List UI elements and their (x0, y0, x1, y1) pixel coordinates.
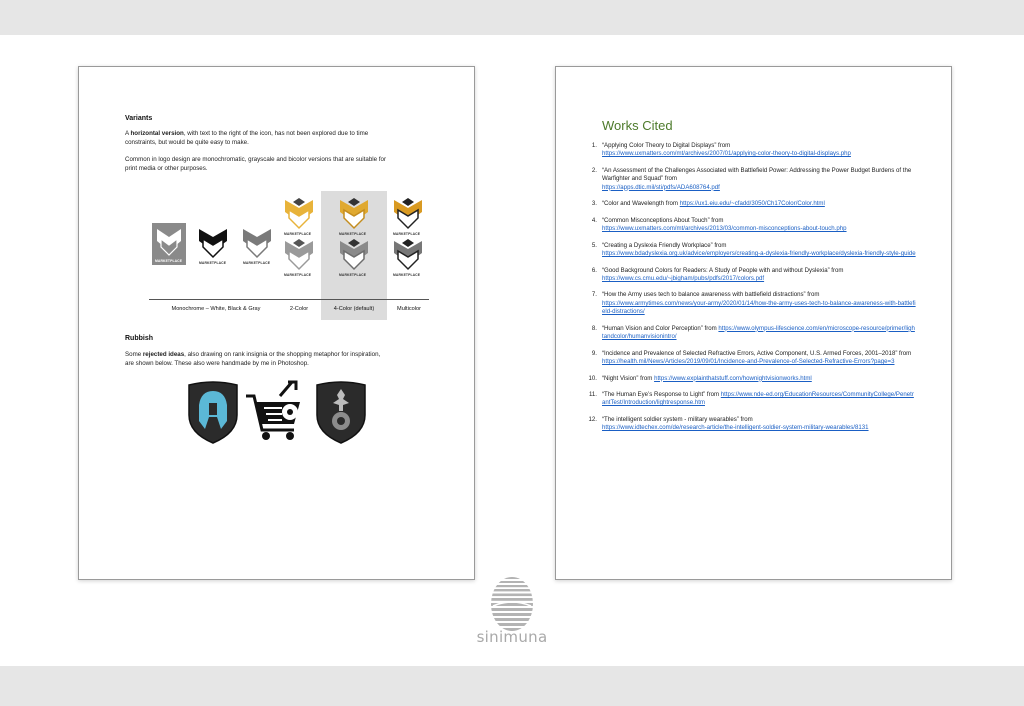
citation-item: 9. “Incidence and Prevalence of Selected Refractive Errors, Active Component, U.S. Armed Forces, 2001–2018” from https://health.mil/News/Articles/2019/09/01/Incidence-and-Prevalence-of-Selected-Refractive-Errors?page=3 (591, 349, 912, 366)
document-page-right (555, 66, 952, 580)
caption-multicolor: Multicolor (397, 306, 421, 312)
document-page-left (78, 66, 475, 580)
citation-link[interactable]: https://www.uxmatters.com/mt/archives/2007/01/applying-color-theory-to-digital-displays.php (602, 150, 851, 158)
bottom-band (0, 666, 1024, 706)
spartan-helmet-shield-icon (187, 381, 239, 445)
citation-link[interactable]: https://www.bdadyslexia.org.uk/advice/employers/creating-a-dyslexia-friendly-workplace/dyslexia-friendly-style-guide (602, 250, 916, 258)
citation-item: 12. “The intelligent soldier system - military wearables” from https://www.idtechex.com/de/research-article/the-intelligent-soldier-system-military-wearables/8131 (588, 415, 869, 432)
shopping-cart-gear-icon (244, 378, 304, 444)
works-cited-title: Works Cited (602, 118, 673, 133)
citation-item: 7. “How the Army uses tech to balance awareness with battlefield distractions” from https://www.armytimes.com/news/your-army/2020/01/14/how-the-army-uses-tech-to-balance-awareness-with-battlefield-distractions/ (591, 291, 916, 316)
citation-link[interactable]: https://www.idtechex.com/de/research-article/the-intelligent-soldier-system-military-wearables/8131 (602, 424, 869, 432)
top-band (0, 0, 1024, 35)
caption-4color: 4-Color (default) (333, 306, 375, 312)
logo-monochrome-gray-icon (241, 225, 273, 259)
logo-wordmark-4color-gray: MARKETPLACE (339, 273, 367, 277)
citation-link[interactable]: https://www.nde-ed.org/EducationResources/CommunityCollege/PenetrantTest/Introduction/lightresponse.htm (602, 391, 914, 407)
logo-monochrome-black-icon (197, 225, 229, 259)
logo-wordmark-multicolor-gold: MARKETPLACE (393, 232, 421, 236)
citation-item: 6. “Good Background Colors for Readers: A Study of People with and without Dyslexia” from https://www.cs.cmu.edu/~jbigham/pubs/pdfs/2017/colors.pdf (591, 266, 844, 282)
logo-wordmark-2color-gold: MARKETPLACE (284, 232, 312, 236)
citation-link[interactable]: https://www.uxmatters.com/mt/archives/2013/03/common-misconceptions-about-touch.php (602, 225, 847, 233)
logo-2color-gray-icon (283, 237, 315, 271)
logo-2color-gold-icon (283, 196, 315, 230)
caption-2color: 2-Color (289, 306, 309, 312)
sinimuna-logo-icon (489, 576, 535, 632)
citation-item: 8. “Human Vision and Color Perception” from https://www.olympus-lifescience.com/en/microscope-resource/primer/lightandcolor/humanvisionintro/ (591, 324, 915, 341)
citation-link[interactable]: https://www.cs.cmu.edu/~jbigham/pubs/pdfs/2017/colors.pdf (602, 274, 765, 282)
citation-item: 2. “An Assessment of the Challenges Associated with Battlefield Power: Addressing the Power Budget Burdens of the Warfighter and Squad” from https://apps.dtic.mil/sti/pdfs/ADA608764.pdf (591, 166, 912, 191)
citation-item: 4. “Common Misconceptions About Touch” from https://www.uxmatters.com/mt/archives/2013/03/common-misconceptions-about-touch.php (591, 216, 847, 233)
brand-name: sinimuna (476, 628, 548, 646)
variants-baseline (149, 299, 429, 300)
rubbish-paragraph: Some rejected ideas, also drawing on rank insignia or the shopping metaphor for inspiration, are shown below. These also were handmade by me in Photoshop. (125, 351, 381, 367)
logo-wordmark-mono-gray: MARKETPLACE (243, 261, 271, 265)
logo-multicolor-gold-icon (392, 196, 424, 230)
caption-monochrome: Monochrome – White, Black & Gray (171, 306, 261, 312)
variants-heading: Variants (125, 115, 153, 122)
logo-multicolor-gray-icon (392, 237, 424, 271)
citation-link[interactable]: https://www.explainthatstuff.com/hownightvisionworks.html (654, 374, 812, 382)
logo-wordmark-mono-white: MARKETPLACE (155, 259, 183, 263)
citation-link[interactable]: https://ux1.eiu.edu/~cfadd/3050/Ch17Color/Color.html (679, 200, 825, 208)
variants-paragraph-2: Common in logo design are monochromatic, grayscale and bicolor versions that are suitable for print media or other purposes. (125, 156, 387, 172)
variants-paragraph-1: A horizontal version, with text to the right of the icon, has not been explored due to time constraints, but would be quite easy to make. (125, 130, 369, 146)
citation-item: 11. “The Human Eye’s Response to Light” from https://www.nde-ed.org/EducationResources/CommunityCollege/PenetrantTest/Introduction/lightresponse.htm (588, 391, 914, 407)
logo-4color-gray-icon (338, 237, 370, 271)
armor-insignia-shield-icon (315, 381, 367, 445)
citations-list (586, 142, 916, 441)
citation-link[interactable]: https://health.mil/News/Articles/2019/09/01/Incidence-and-Prevalence-of-Selected-Refractive-Errors?page=3 (602, 358, 895, 366)
citation-link[interactable]: https://www.olympus-lifescience.com/en/microscope-resource/primer/lightandcolor/humanvisionintro/ (602, 324, 915, 341)
logo-wordmark-multicolor-gray: MARKETPLACE (393, 273, 421, 277)
citation-link[interactable]: https://apps.dtic.mil/sti/pdfs/ADA608764.pdf (602, 183, 720, 191)
logo-wordmark-4color-gold: MARKETPLACE (339, 232, 367, 236)
citation-item: 10. “Night Vision” from https://www.explainthatstuff.com/hownightvisionworks.html (588, 374, 812, 382)
logo-4color-gold-icon (338, 196, 370, 230)
logo-wordmark-2color-gray: MARKETPLACE (284, 273, 312, 277)
logo-wordmark-mono-black: MARKETPLACE (199, 261, 227, 265)
citation-item: 5. “Creating a Dyslexia Friendly Workplace” from https://www.bdadyslexia.org.uk/advice/employers/creating-a-dyslexia-friendly-workplace/dyslexia-friendly-style-guide (591, 241, 916, 258)
citation-item: 1. “Applying Color Theory to Digital Displays” from https://www.uxmatters.com/mt/archives/2007/01/applying-color-theory-to-digital-displays.php (591, 142, 851, 158)
citation-link[interactable]: https://www.armytimes.com/news/your-army/2020/01/14/how-the-army-uses-tech-to-balance-awareness-with-battlefield-distractions/ (602, 299, 916, 316)
citation-item: 3. “Color and Wavelength from https://ux1.eiu.edu/~cfadd/3050/Ch17Color/Color.html (591, 200, 825, 208)
rubbish-heading: Rubbish (125, 335, 153, 342)
